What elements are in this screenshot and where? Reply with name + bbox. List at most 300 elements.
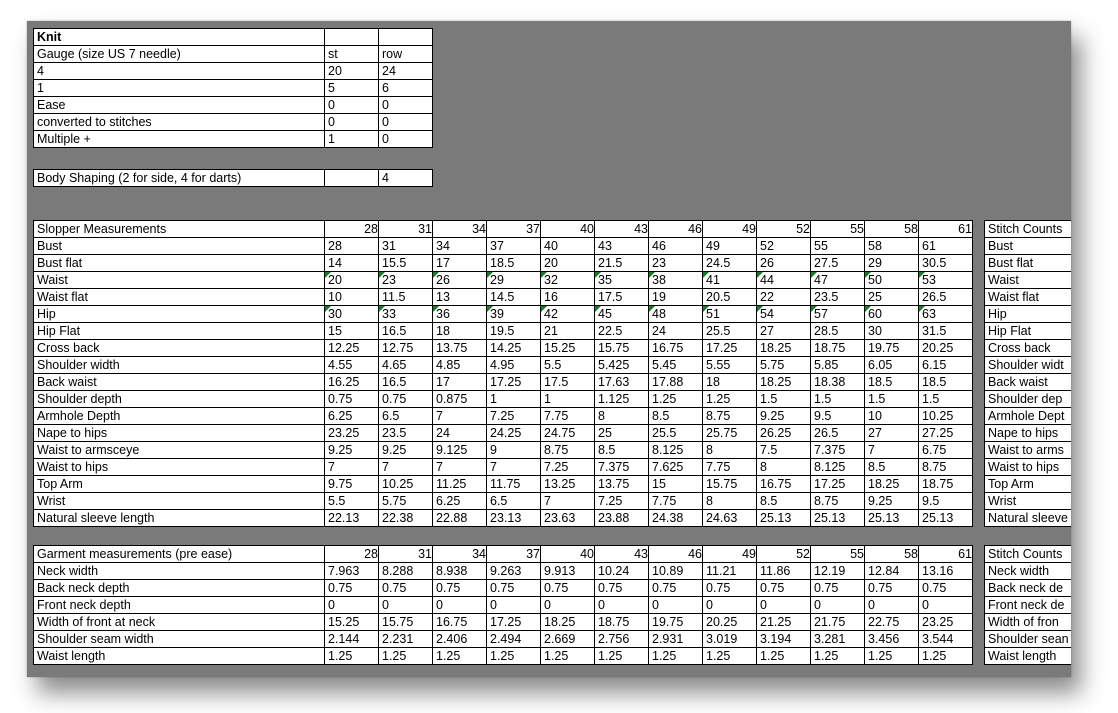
stitch-label-cell[interactable]: Wrist [985,493,1072,510]
measurement-value-cell[interactable]: 1.5 [865,391,919,408]
measurement-value-cell[interactable]: 50 [865,272,919,289]
measurement-value-cell[interactable]: 0.75 [325,391,379,408]
gauge-row-cell[interactable]: 24 [379,63,433,80]
size-header-cell[interactable]: 31 [379,221,433,238]
measurement-value-cell[interactable]: 0 [649,597,703,614]
measurement-value-cell[interactable]: 0 [541,597,595,614]
measurement-value-cell[interactable]: 1.25 [487,648,541,665]
measurement-value-cell[interactable]: 20.25 [703,614,757,631]
measurement-value-cell[interactable]: 1.25 [379,648,433,665]
stitch-label-cell[interactable]: Shoulder widt [985,357,1072,374]
measurement-value-cell[interactable]: 9 [487,442,541,459]
measurement-value-cell[interactable]: 45 [595,306,649,323]
measurement-value-cell[interactable]: 6.5 [379,408,433,425]
measurement-value-cell[interactable]: 25.5 [703,323,757,340]
measurement-value-cell[interactable]: 17.25 [487,374,541,391]
measurement-value-cell[interactable]: 22.75 [865,614,919,631]
garment-stitch-title-cell[interactable]: Stitch Counts [985,546,1072,563]
measurement-value-cell[interactable]: 9.263 [487,563,541,580]
measurement-value-cell[interactable]: 23 [379,272,433,289]
measurement-value-cell[interactable]: 22.13 [325,510,379,527]
measurement-value-cell[interactable]: 17 [433,374,487,391]
gauge-row-cell[interactable]: 0 [379,114,433,131]
measurement-value-cell[interactable]: 7 [325,459,379,476]
measurement-value-cell[interactable]: 23.13 [487,510,541,527]
measurement-value-cell[interactable]: 7.75 [541,408,595,425]
measurement-value-cell[interactable]: 20 [541,255,595,272]
measurement-value-cell[interactable]: 8 [595,408,649,425]
measurement-value-cell[interactable]: 16.5 [379,374,433,391]
measurement-value-cell[interactable]: 6.15 [919,357,973,374]
stitch-label-cell[interactable]: Waist flat [985,289,1072,306]
measurement-value-cell[interactable]: 24.38 [649,510,703,527]
measurement-value-cell[interactable]: 24 [649,323,703,340]
measurement-value-cell[interactable]: 8.75 [541,442,595,459]
measurement-value-cell[interactable]: 32 [541,272,595,289]
measurement-label-cell[interactable]: Back waist [34,374,325,391]
measurement-value-cell[interactable]: 2.669 [541,631,595,648]
measurement-value-cell[interactable]: 8.75 [811,493,865,510]
measurement-value-cell[interactable]: 54 [757,306,811,323]
measurement-value-cell[interactable]: 19.5 [487,323,541,340]
measurement-value-cell[interactable]: 9.5 [811,408,865,425]
measurement-value-cell[interactable]: 0 [433,597,487,614]
measurement-value-cell[interactable]: 25 [595,425,649,442]
measurement-value-cell[interactable]: 5.425 [595,357,649,374]
measurement-value-cell[interactable]: 18.5 [919,374,973,391]
measurement-value-cell[interactable]: 5.75 [379,493,433,510]
measurement-value-cell[interactable]: 11.21 [703,563,757,580]
measurement-value-cell[interactable]: 46 [649,238,703,255]
measurement-value-cell[interactable]: 8.75 [703,408,757,425]
measurement-value-cell[interactable]: 22.38 [379,510,433,527]
measurement-value-cell[interactable]: 0.75 [865,580,919,597]
measurement-label-cell[interactable]: Shoulder depth [34,391,325,408]
size-header-cell[interactable]: 34 [433,546,487,563]
measurement-value-cell[interactable]: 9.5 [919,493,973,510]
slopper-stitch-title-cell[interactable]: Stitch Counts [985,221,1072,238]
measurement-value-cell[interactable]: 18 [703,374,757,391]
measurement-value-cell[interactable]: 0.75 [541,580,595,597]
measurement-value-cell[interactable]: 30.5 [919,255,973,272]
measurement-value-cell[interactable]: 5.5 [325,493,379,510]
body-shaping-st[interactable] [325,170,379,187]
gauge-row-cell[interactable]: row [379,46,433,63]
measurement-value-cell[interactable]: 18 [433,323,487,340]
measurement-value-cell[interactable]: 21.5 [595,255,649,272]
measurement-label-cell[interactable]: Top Arm [34,476,325,493]
size-header-cell[interactable]: 52 [757,546,811,563]
size-header-cell[interactable]: 28 [325,221,379,238]
measurement-value-cell[interactable]: 7 [433,408,487,425]
measurement-value-cell[interactable]: 10.89 [649,563,703,580]
measurement-value-cell[interactable]: 26 [433,272,487,289]
measurement-value-cell[interactable]: 15.25 [541,340,595,357]
measurement-value-cell[interactable]: 4.95 [487,357,541,374]
measurement-value-cell[interactable]: 7.75 [649,493,703,510]
measurement-label-cell[interactable]: Bust flat [34,255,325,272]
measurement-value-cell[interactable]: 22 [757,289,811,306]
measurement-value-cell[interactable]: 23.5 [811,289,865,306]
measurement-label-cell[interactable]: Cross back [34,340,325,357]
measurement-value-cell[interactable]: 8 [703,493,757,510]
measurement-value-cell[interactable]: 6.25 [433,493,487,510]
measurement-value-cell[interactable]: 18.5 [865,374,919,391]
measurement-value-cell[interactable]: 23.5 [379,425,433,442]
measurement-value-cell[interactable]: 37 [487,238,541,255]
size-header-cell[interactable]: 37 [487,221,541,238]
measurement-value-cell[interactable]: 24.75 [541,425,595,442]
measurement-value-cell[interactable]: 15.75 [595,340,649,357]
gauge-st-cell[interactable]: st [325,46,379,63]
measurement-value-cell[interactable]: 7 [487,459,541,476]
gauge-row-cell[interactable]: 6 [379,80,433,97]
measurement-value-cell[interactable]: 1.25 [811,648,865,665]
measurement-value-cell[interactable]: 16.75 [649,340,703,357]
measurement-value-cell[interactable]: 15 [649,476,703,493]
measurement-value-cell[interactable]: 1.5 [811,391,865,408]
measurement-value-cell[interactable]: 7.375 [811,442,865,459]
gauge-label-cell[interactable]: Ease [34,97,325,114]
measurement-value-cell[interactable]: 8.75 [919,459,973,476]
measurement-value-cell[interactable]: 12.75 [379,340,433,357]
measurement-value-cell[interactable]: 11.75 [487,476,541,493]
measurement-value-cell[interactable]: 3.019 [703,631,757,648]
measurement-value-cell[interactable]: 1 [541,391,595,408]
measurement-value-cell[interactable]: 0.75 [811,580,865,597]
size-header-cell[interactable]: 55 [811,221,865,238]
empty-cell[interactable] [325,29,379,46]
measurement-value-cell[interactable]: 58 [865,238,919,255]
measurement-value-cell[interactable]: 10 [325,289,379,306]
measurement-label-cell[interactable]: Wrist [34,493,325,510]
measurement-value-cell[interactable]: 7 [379,459,433,476]
measurement-value-cell[interactable]: 25.13 [865,510,919,527]
size-header-cell[interactable]: 46 [649,546,703,563]
measurement-value-cell[interactable]: 0.75 [487,580,541,597]
measurement-value-cell[interactable]: 31.5 [919,323,973,340]
measurement-value-cell[interactable]: 49 [703,238,757,255]
measurement-label-cell[interactable]: Width of front at neck [34,614,325,631]
measurement-value-cell[interactable]: 0 [811,597,865,614]
measurement-value-cell[interactable]: 19.75 [649,614,703,631]
measurement-value-cell[interactable]: 17.25 [811,476,865,493]
measurement-value-cell[interactable]: 3.194 [757,631,811,648]
size-header-cell[interactable]: 61 [919,546,973,563]
stitch-label-cell[interactable]: Nape to hips [985,425,1072,442]
stitch-label-cell[interactable]: Bust flat [985,255,1072,272]
measurement-value-cell[interactable]: 13.25 [541,476,595,493]
measurement-value-cell[interactable]: 17 [433,255,487,272]
measurement-value-cell[interactable]: 1.25 [595,648,649,665]
measurement-value-cell[interactable]: 15 [325,323,379,340]
measurement-value-cell[interactable]: 24.5 [703,255,757,272]
measurement-value-cell[interactable]: 29 [865,255,919,272]
measurement-value-cell[interactable]: 52 [757,238,811,255]
measurement-value-cell[interactable]: 20.25 [919,340,973,357]
measurement-value-cell[interactable]: 23 [649,255,703,272]
measurement-value-cell[interactable]: 39 [487,306,541,323]
measurement-value-cell[interactable]: 0 [703,597,757,614]
measurement-value-cell[interactable]: 8.125 [811,459,865,476]
measurement-value-cell[interactable]: 1.125 [595,391,649,408]
size-header-cell[interactable]: 31 [379,546,433,563]
measurement-value-cell[interactable]: 15.75 [379,614,433,631]
measurement-label-cell[interactable]: Front neck depth [34,597,325,614]
measurement-value-cell[interactable]: 42 [541,306,595,323]
measurement-value-cell[interactable]: 14 [325,255,379,272]
measurement-value-cell[interactable]: 31 [379,238,433,255]
measurement-value-cell[interactable]: 30 [865,323,919,340]
measurement-value-cell[interactable]: 27 [865,425,919,442]
measurement-value-cell[interactable]: 34 [433,238,487,255]
measurement-value-cell[interactable]: 9.25 [379,442,433,459]
measurement-value-cell[interactable]: 41 [703,272,757,289]
size-header-cell[interactable]: 40 [541,221,595,238]
measurement-value-cell[interactable]: 5.55 [703,357,757,374]
stitch-label-cell[interactable]: Neck width [985,563,1072,580]
size-header-cell[interactable]: 34 [433,221,487,238]
measurement-value-cell[interactable]: 28 [325,238,379,255]
body-shaping-label[interactable]: Body Shaping (2 for side, 4 for darts) [34,170,325,187]
measurement-value-cell[interactable]: 20 [325,272,379,289]
measurement-value-cell[interactable]: 9.25 [865,493,919,510]
measurement-value-cell[interactable]: 18.38 [811,374,865,391]
measurement-value-cell[interactable]: 1.25 [541,648,595,665]
measurement-value-cell[interactable]: 23.25 [325,425,379,442]
measurement-value-cell[interactable]: 10 [865,408,919,425]
measurement-value-cell[interactable]: 22.5 [595,323,649,340]
measurement-value-cell[interactable]: 57 [811,306,865,323]
measurement-value-cell[interactable]: 18.25 [757,340,811,357]
stitch-label-cell[interactable]: Cross back [985,340,1072,357]
measurement-value-cell[interactable]: 6.25 [325,408,379,425]
measurement-value-cell[interactable]: 5.5 [541,357,595,374]
measurement-value-cell[interactable]: 40 [541,238,595,255]
measurement-value-cell[interactable]: 19 [649,289,703,306]
measurement-value-cell[interactable]: 1.25 [703,648,757,665]
measurement-value-cell[interactable]: 13 [433,289,487,306]
measurement-value-cell[interactable]: 3.544 [919,631,973,648]
stitch-label-cell[interactable]: Waist to hips [985,459,1072,476]
measurement-value-cell[interactable]: 19.75 [865,340,919,357]
measurement-value-cell[interactable]: 29 [487,272,541,289]
size-header-cell[interactable]: 43 [595,546,649,563]
measurement-value-cell[interactable]: 26.5 [919,289,973,306]
measurement-value-cell[interactable]: 26 [757,255,811,272]
size-header-cell[interactable]: 61 [919,221,973,238]
gauge-label-cell[interactable]: converted to stitches [34,114,325,131]
measurement-label-cell[interactable]: Neck width [34,563,325,580]
measurement-value-cell[interactable]: 23.25 [919,614,973,631]
measurement-value-cell[interactable]: 13.75 [433,340,487,357]
size-header-cell[interactable]: 40 [541,546,595,563]
measurement-value-cell[interactable]: 8.288 [379,563,433,580]
measurement-value-cell[interactable]: 21.75 [811,614,865,631]
measurement-value-cell[interactable]: 21 [541,323,595,340]
stitch-label-cell[interactable]: Back waist [985,374,1072,391]
stitch-label-cell[interactable]: Back neck de [985,580,1072,597]
measurement-value-cell[interactable]: 11.25 [433,476,487,493]
measurement-value-cell[interactable]: 1.5 [919,391,973,408]
measurement-value-cell[interactable]: 0.75 [757,580,811,597]
gauge-row-cell[interactable]: 0 [379,131,433,148]
size-header-cell[interactable]: 58 [865,546,919,563]
measurement-value-cell[interactable]: 25.75 [703,425,757,442]
measurement-value-cell[interactable]: 63 [919,306,973,323]
measurement-value-cell[interactable]: 7.25 [541,459,595,476]
measurement-value-cell[interactable]: 0.75 [595,580,649,597]
size-header-cell[interactable]: 55 [811,546,865,563]
measurement-value-cell[interactable]: 25.13 [757,510,811,527]
measurement-value-cell[interactable]: 7.25 [487,408,541,425]
measurement-value-cell[interactable]: 0.875 [433,391,487,408]
measurement-value-cell[interactable]: 1.25 [919,648,973,665]
empty-cell[interactable] [379,29,433,46]
size-header-cell[interactable]: 46 [649,221,703,238]
measurement-value-cell[interactable]: 0.75 [649,580,703,597]
measurement-value-cell[interactable]: 7.25 [595,493,649,510]
measurement-value-cell[interactable]: 18.25 [865,476,919,493]
measurement-value-cell[interactable]: 2.494 [487,631,541,648]
measurement-label-cell[interactable]: Waist flat [34,289,325,306]
measurement-label-cell[interactable]: Natural sleeve length [34,510,325,527]
size-header-cell[interactable]: 28 [325,546,379,563]
measurement-value-cell[interactable]: 15.25 [325,614,379,631]
measurement-value-cell[interactable]: 0.75 [325,580,379,597]
measurement-value-cell[interactable]: 1.25 [433,648,487,665]
measurement-value-cell[interactable]: 28.5 [811,323,865,340]
measurement-value-cell[interactable]: 7 [541,493,595,510]
measurement-value-cell[interactable]: 10.25 [379,476,433,493]
measurement-value-cell[interactable]: 5.75 [757,357,811,374]
size-header-cell[interactable]: 49 [703,546,757,563]
measurement-value-cell[interactable]: 9.25 [757,408,811,425]
measurement-label-cell[interactable]: Waist to armsceye [34,442,325,459]
measurement-value-cell[interactable]: 17.25 [487,614,541,631]
measurement-value-cell[interactable]: 1.25 [703,391,757,408]
measurement-value-cell[interactable]: 2.931 [649,631,703,648]
measurement-value-cell[interactable]: 6.05 [865,357,919,374]
gauge-st-cell[interactable]: 1 [325,131,379,148]
measurement-value-cell[interactable]: 2.406 [433,631,487,648]
measurement-value-cell[interactable]: 8.5 [649,408,703,425]
stitch-label-cell[interactable]: Hip Flat [985,323,1072,340]
measurement-value-cell[interactable]: 0 [379,597,433,614]
stitch-label-cell[interactable]: Width of fron [985,614,1072,631]
size-header-cell[interactable]: 37 [487,546,541,563]
measurement-value-cell[interactable]: 0 [595,597,649,614]
measurement-value-cell[interactable]: 0 [919,597,973,614]
measurement-value-cell[interactable]: 9.75 [325,476,379,493]
measurement-label-cell[interactable]: Armhole Depth [34,408,325,425]
measurement-value-cell[interactable]: 1.5 [757,391,811,408]
measurement-value-cell[interactable]: 0.75 [703,580,757,597]
stitch-label-cell[interactable]: Shoulder sean [985,631,1072,648]
measurement-value-cell[interactable]: 25.13 [919,510,973,527]
measurement-value-cell[interactable]: 9.25 [325,442,379,459]
garment-title-cell[interactable]: Garment measurements (pre ease) [34,546,325,563]
measurement-value-cell[interactable]: 7 [433,459,487,476]
measurement-value-cell[interactable]: 18.75 [811,340,865,357]
measurement-value-cell[interactable]: 4.85 [433,357,487,374]
measurement-value-cell[interactable]: 18.75 [919,476,973,493]
measurement-value-cell[interactable]: 48 [649,306,703,323]
measurement-label-cell[interactable]: Shoulder seam width [34,631,325,648]
measurement-value-cell[interactable]: 25.13 [811,510,865,527]
measurement-label-cell[interactable]: Nape to hips [34,425,325,442]
gauge-st-cell[interactable]: 20 [325,63,379,80]
size-header-cell[interactable]: 43 [595,221,649,238]
measurement-value-cell[interactable]: 8.5 [595,442,649,459]
measurement-value-cell[interactable]: 0 [865,597,919,614]
measurement-value-cell[interactable]: 1.25 [649,391,703,408]
size-header-cell[interactable]: 58 [865,221,919,238]
stitch-label-cell[interactable]: Armhole Dept [985,408,1072,425]
measurement-value-cell[interactable]: 25 [865,289,919,306]
stitch-label-cell[interactable]: Natural sleeve [985,510,1072,527]
measurement-value-cell[interactable]: 16.75 [757,476,811,493]
measurement-value-cell[interactable]: 24 [433,425,487,442]
measurement-value-cell[interactable]: 7.5 [757,442,811,459]
gauge-label-cell[interactable]: Gauge (size US 7 needle) [34,46,325,63]
measurement-value-cell[interactable]: 6.5 [487,493,541,510]
gauge-label-cell[interactable]: 4 [34,63,325,80]
measurement-value-cell[interactable]: 60 [865,306,919,323]
measurement-value-cell[interactable]: 14.25 [487,340,541,357]
measurement-value-cell[interactable]: 44 [757,272,811,289]
measurement-value-cell[interactable]: 12.25 [325,340,379,357]
measurement-value-cell[interactable]: 35 [595,272,649,289]
measurement-value-cell[interactable]: 18.25 [757,374,811,391]
measurement-value-cell[interactable]: 2.144 [325,631,379,648]
measurement-value-cell[interactable]: 1.25 [325,648,379,665]
measurement-value-cell[interactable]: 15.5 [379,255,433,272]
measurement-value-cell[interactable]: 1.25 [757,648,811,665]
measurement-value-cell[interactable]: 2.756 [595,631,649,648]
measurement-value-cell[interactable]: 8.938 [433,563,487,580]
measurement-value-cell[interactable]: 8 [757,459,811,476]
measurement-value-cell[interactable]: 13.16 [919,563,973,580]
measurement-value-cell[interactable]: 16.75 [433,614,487,631]
measurement-value-cell[interactable]: 10.25 [919,408,973,425]
size-header-cell[interactable]: 49 [703,221,757,238]
stitch-label-cell[interactable]: Top Arm [985,476,1072,493]
slopper-title-cell[interactable]: Slopper Measurements [34,221,325,238]
measurement-value-cell[interactable]: 0.75 [379,391,433,408]
gauge-title-cell[interactable]: Knit [34,29,325,46]
measurement-label-cell[interactable]: Waist to hips [34,459,325,476]
measurement-value-cell[interactable]: 17.88 [649,374,703,391]
measurement-value-cell[interactable]: 47 [811,272,865,289]
measurement-value-cell[interactable]: 1 [487,391,541,408]
measurement-value-cell[interactable]: 7.75 [703,459,757,476]
measurement-value-cell[interactable]: 16.25 [325,374,379,391]
measurement-value-cell[interactable]: 0 [487,597,541,614]
measurement-value-cell[interactable]: 24.25 [487,425,541,442]
gauge-st-cell[interactable]: 0 [325,97,379,114]
measurement-value-cell[interactable]: 18.75 [595,614,649,631]
measurement-value-cell[interactable]: 23.63 [541,510,595,527]
measurement-label-cell[interactable]: Hip Flat [34,323,325,340]
stitch-label-cell[interactable]: Shoulder dep [985,391,1072,408]
measurement-value-cell[interactable]: 17.5 [541,374,595,391]
measurement-value-cell[interactable]: 8.5 [757,493,811,510]
measurement-value-cell[interactable]: 9.125 [433,442,487,459]
measurement-value-cell[interactable]: 4.55 [325,357,379,374]
measurement-value-cell[interactable]: 43 [595,238,649,255]
measurement-value-cell[interactable]: 12.19 [811,563,865,580]
